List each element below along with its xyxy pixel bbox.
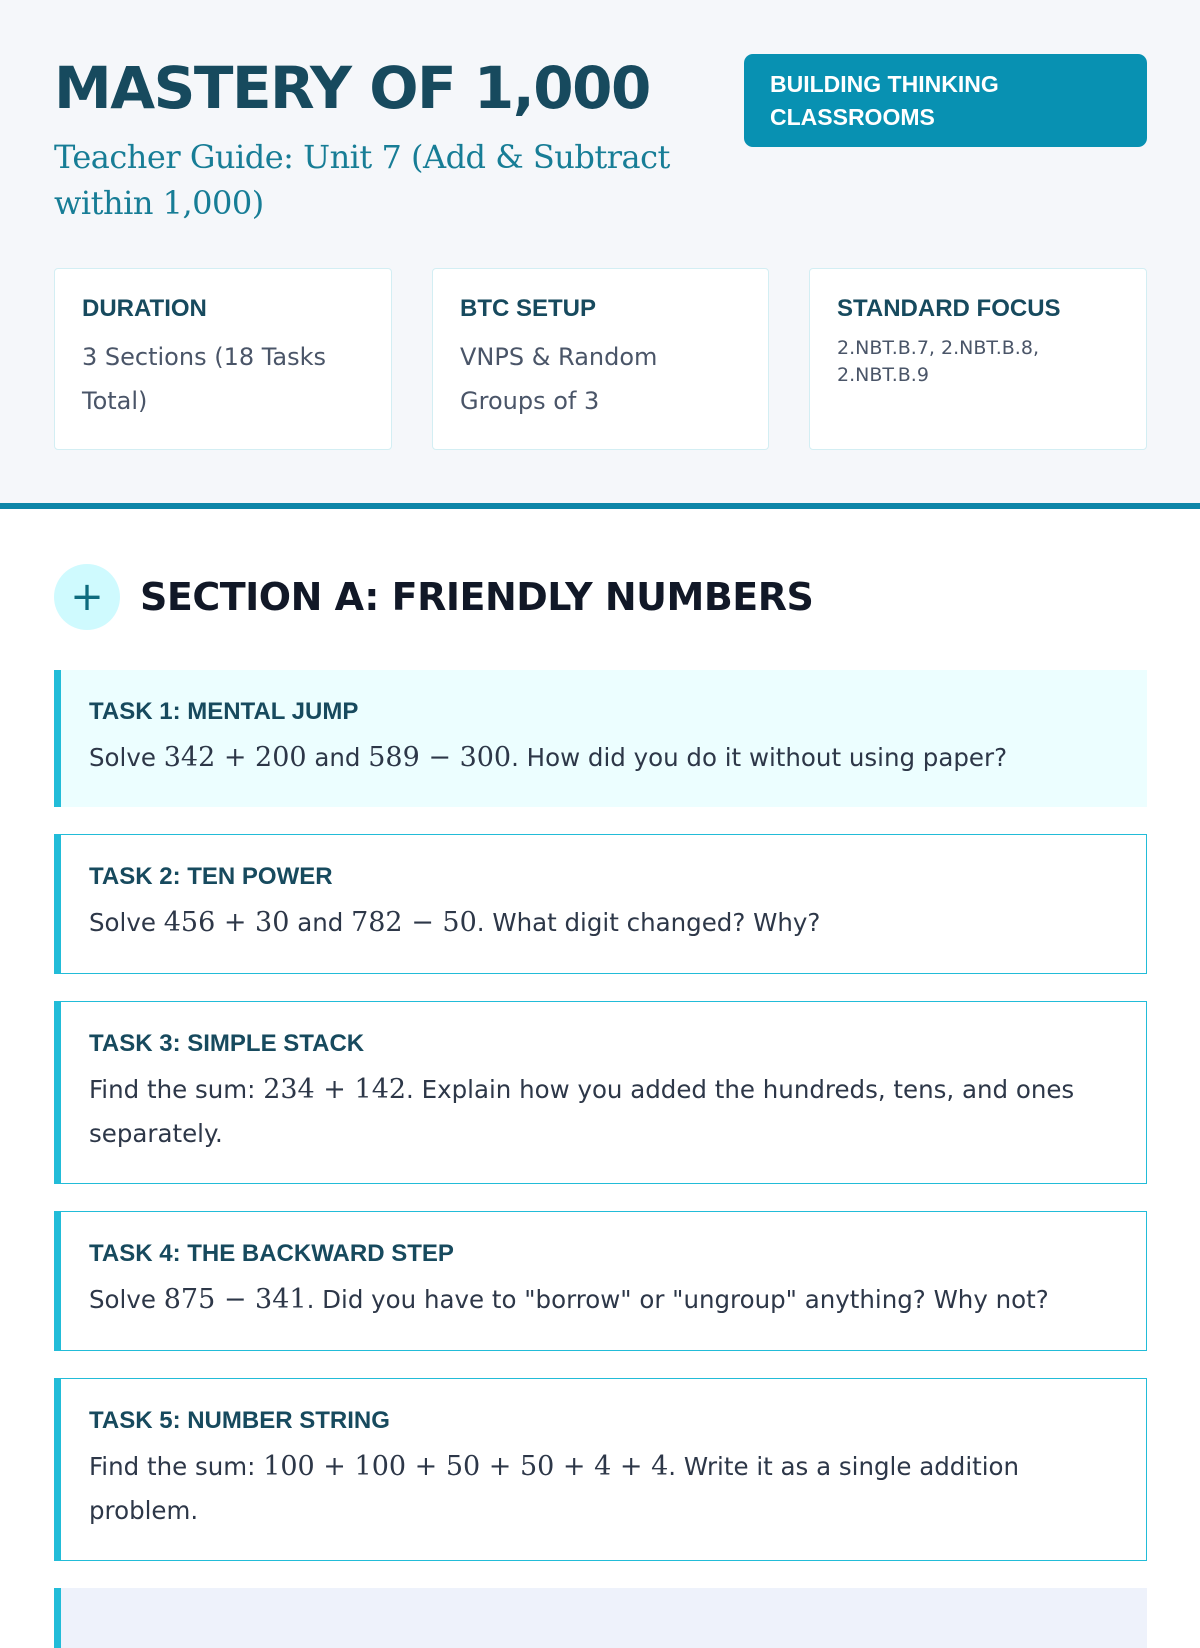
math-expression: 875 − 341 [163,1284,307,1315]
task-label: TASK 5: NUMBER STRING [89,1407,390,1434]
section-title: SECTION A: FRIENDLY NUMBERS [140,575,814,619]
task-card [54,1378,1147,1561]
info-card-duration [54,268,392,450]
task-text: Find the sum: 100 + 100 + 50 + 50 + 4 + 4. Write it as a single addition problem. [89,1451,1020,1525]
info-card-btc-setup [432,268,769,450]
math-expression: 589 − 300 [368,742,512,773]
info-card-label: BTC SETUP [460,295,597,322]
task-card [54,1211,1147,1351]
math-expression: 234 + 142 [263,1074,407,1105]
page-subtitle: Teacher Guide: Unit 7 (Add & Subtract within 1,000) [54,138,670,222]
info-card-standard-focus [809,268,1147,450]
task-text: Solve 875 − 341. Did you have to "borrow" or "ungroup" anything? Why not? [89,1284,1049,1315]
task-label: TASK 2: TEN POWER [89,863,333,890]
task-card [54,1001,1147,1184]
math-expression: 100 + 100 + 50 + 50 + 4 + 4 [263,1451,669,1482]
info-card-label: DURATION [82,295,207,322]
task-text: Find the sum: 234 + 142. Explain how you added the hundreds, tens, and ones separately. [89,1074,1075,1148]
task-card-partial [54,1588,1147,1648]
task-label: TASK 3: SIMPLE STACK [89,1030,365,1057]
task-text: Solve 456 + 30 and 782 − 50. What digit changed? Why? [89,907,821,938]
info-card-value: VNPS & Random Groups of 3 [460,343,658,415]
task-card [54,834,1147,974]
task-label: TASK 4: THE BACKWARD STEP [89,1240,454,1267]
page-title: MASTERY OF 1,000 [54,54,650,122]
math-expression: 782 − 50 [351,907,477,938]
task-label: TASK 1: MENTAL JUMP [89,698,359,725]
task-card [54,670,1147,807]
btc-badge: BUILDING THINKING CLASSROOMS [744,54,1147,147]
info-card-value: 2.NBT.B.7, 2.NBT.B.8, 2.NBT.B.9 [837,337,1039,386]
math-expression: 456 + 30 [163,907,290,938]
plus-icon: + [54,564,120,630]
section-header [54,564,813,630]
guide-header [0,0,1200,509]
info-card-label: STANDARD FOCUS [837,295,1061,322]
math-expression: 342 + 200 [163,742,307,773]
info-card-value: 3 Sections (18 Tasks Total) [82,343,327,415]
task-text: Solve 342 + 200 and 589 − 300. How did you do it without using paper? [89,742,1008,773]
